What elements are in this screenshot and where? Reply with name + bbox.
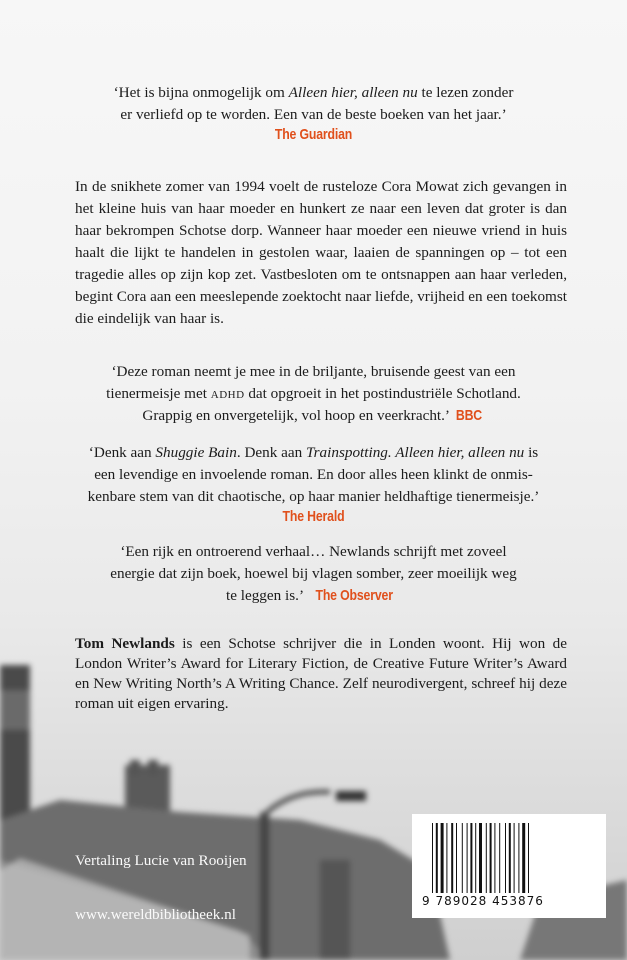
quote-text: dat opgroeit in het postindustriële Schotland. — [244, 385, 521, 402]
barcode-bar — [509, 823, 511, 893]
barcode-bar — [505, 823, 506, 893]
barcode-bar — [486, 823, 487, 893]
quote-text: ‘Het is bijna onmogelijk om — [113, 84, 289, 101]
synopsis: In de snikhete zomer van 1994 voelt de rusteloze Cora Mowat zich gevangen in het kleine huis van haar moeder en hunkert ze naar een leven dat groter is dan haar bekrompen Schotse dorp. Wanneer haar moeder een nieuwe vriend in huis haalt die lijkt te handelen in gestolen waar, laaien de spanningen op – tot een tragedie alles op zijn kop zet. Vastbesloten om te ontsnappen aan haar verleden, begint Cora aan een meeslepende zoektocht naar liefde, vrijheid en een toekomst die eindelijk van haar is. — [75, 178, 567, 327]
quote-source: The Guardian — [274, 126, 353, 143]
translator-credit: Vertaling Lucie van Rooijen — [75, 852, 247, 869]
book-title: Shuggie Bain — [155, 444, 237, 461]
acronym: adhd — [210, 385, 245, 402]
quote-text: energie dat zijn boek, hoewel bij vlagen somber, zeer moeilijk weg — [110, 565, 517, 582]
quote-text: ‘Een rijk en ontroerend verhaal… Newlands schrijft met zoveel — [120, 543, 507, 560]
barcode-bar — [470, 823, 472, 893]
quote-text: ‘Deze roman neemt je mee in de briljante, bruisende geest van een — [111, 363, 516, 380]
quote-source: The Observer — [315, 587, 393, 604]
barcode-bar — [518, 823, 519, 893]
isbn-number: 9 789028 453876 — [422, 894, 544, 908]
book-title: Alleen hier, alleen nu — [288, 84, 418, 101]
quote-source: BBC — [455, 407, 482, 424]
quote-text: te leggen is.’ — [225, 587, 307, 604]
barcode-bar — [432, 823, 433, 893]
quote-text: Grappig en onvergetelijk, vol hoop en veerkracht.’ — [142, 407, 453, 424]
author-name: Tom Newlands — [75, 635, 175, 652]
barcode-bar — [436, 823, 438, 893]
publisher-website[interactable]: www.wereldbibliotheek.nl — [75, 906, 236, 923]
quote-text: er verliefd op te worden. Een van de beste boeken van het jaar.’ — [120, 106, 507, 123]
quote-text: een levendige en invoelende roman. En door alles heen klinkt de onmis- — [94, 466, 533, 483]
barcode-bar — [456, 823, 457, 893]
quote-guardian — [0, 82, 627, 146]
barcode-bar — [490, 823, 492, 893]
quote-text: kenbare stem van dit chaotische, op haar manier heldhaftige tienermeisje.’ — [87, 488, 540, 505]
barcode-bar — [441, 823, 444, 893]
barcode-bars — [432, 823, 550, 893]
quote-text: ‘Denk aan — [88, 444, 156, 461]
quote-herald — [0, 442, 627, 528]
author-bio-text: is een Schotse schrijver die in Londen woont. Hij won de London Writer’s Award for Literary Fiction, de Creative Future Writer’s Award en New Writing North’s A Writing Chance. Zelf neurodivergent, schreef hij deze roman uit eigen ervaring. — [75, 635, 567, 712]
barcode-bar — [446, 823, 447, 893]
barcode-bar — [528, 823, 529, 893]
isbn-barcode — [412, 814, 606, 918]
quote-source: The Herald — [282, 508, 345, 525]
barcode-bar — [499, 823, 500, 893]
quote-bbc — [0, 361, 627, 427]
quote-text: tienermeisje met — [106, 385, 211, 402]
barcode-bar — [514, 823, 515, 893]
author-bio — [75, 634, 567, 714]
barcode-bar — [451, 823, 453, 893]
quote-text: te lezen zonder — [417, 84, 514, 101]
book-title: Trainspotting. Alleen hier, alleen nu — [306, 444, 525, 461]
barcode-bar — [479, 823, 482, 893]
quote-text: is — [524, 444, 539, 461]
barcode-bar — [494, 823, 495, 893]
quote-text: . Denk aan — [236, 444, 307, 461]
barcode-bar — [462, 823, 463, 893]
barcode-bar — [467, 823, 468, 893]
quote-observer — [0, 541, 627, 607]
barcode-bar — [522, 823, 525, 893]
barcode-bar — [475, 823, 476, 893]
